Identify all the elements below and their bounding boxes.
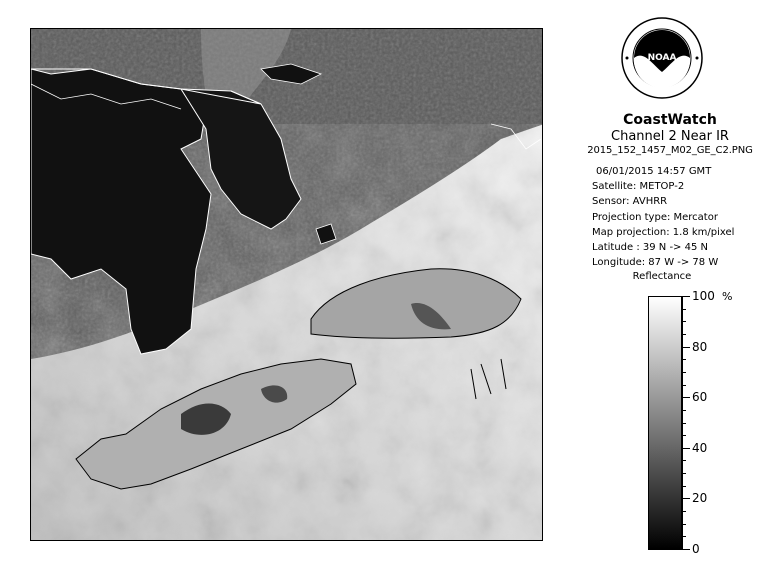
colorbar-minor-tick xyxy=(682,423,686,424)
product-title: CoastWatch xyxy=(623,112,717,128)
colorbar-minor-tick xyxy=(682,372,686,373)
colorbar-minor-tick xyxy=(682,435,686,436)
colorbar-tick-label: 60 xyxy=(692,390,708,404)
meta-latitude: Latitude : 39 N -> 45 N xyxy=(592,242,708,254)
logo-center-text: NOAA xyxy=(647,53,677,63)
noaa-logo xyxy=(620,16,704,106)
meta-satellite: Satellite: METOP-2 xyxy=(592,181,685,193)
colorbar-unit: % xyxy=(722,290,733,303)
colorbar-tick-label: 80 xyxy=(692,340,708,354)
meta-sensor: Sensor: AVHRR xyxy=(592,196,668,208)
colorbar-title: Reflectance xyxy=(632,271,692,282)
file-name: 2015_152_1457_M02_GE_C2.PNG xyxy=(587,145,753,156)
colorbar-minor-tick xyxy=(682,359,686,360)
product-header xyxy=(570,112,770,158)
colorbar-minor-tick xyxy=(682,309,686,310)
colorbar-major-tick xyxy=(682,296,690,297)
satellite-map xyxy=(30,28,543,541)
colorbar-major-tick xyxy=(682,347,690,348)
colorbar-minor-tick xyxy=(682,536,686,537)
meta-map-projection: Map projection: 1.8 km/pixel xyxy=(592,226,735,238)
colorbar-tick-label: 100 xyxy=(692,289,715,303)
colorbar-tick-label: 20 xyxy=(692,491,708,505)
colorbar-minor-tick xyxy=(682,511,686,512)
colorbar-major-tick xyxy=(682,549,690,550)
colorbar-minor-tick xyxy=(682,486,686,487)
colorbar-minor-tick xyxy=(682,460,686,461)
meta-datetime: 06/01/2015 14:57 GMT xyxy=(596,166,712,177)
colorbar-minor-tick xyxy=(682,524,686,525)
colorbar-tick-label: 0 xyxy=(692,542,700,556)
metadata-block xyxy=(592,164,777,270)
colorbar-major-tick xyxy=(682,448,690,449)
satellite-image xyxy=(31,29,543,541)
colorbar-minor-tick xyxy=(682,473,686,474)
meta-longitude: Longitude: 87 W -> 78 W xyxy=(592,257,719,269)
channel-name: Channel 2 Near IR xyxy=(611,129,729,144)
meta-projection-type: Projection type: Mercator xyxy=(592,211,718,223)
colorbar-tick-label: 40 xyxy=(692,441,708,455)
colorbar-gradient xyxy=(648,296,682,550)
colorbar-minor-tick xyxy=(682,334,686,335)
noaa-logo-graphic xyxy=(620,16,704,106)
colorbar-minor-tick xyxy=(682,385,686,386)
colorbar-major-tick xyxy=(682,397,690,398)
colorbar-major-tick xyxy=(682,498,690,499)
colorbar-minor-tick xyxy=(682,321,686,322)
colorbar-minor-tick xyxy=(682,410,686,411)
